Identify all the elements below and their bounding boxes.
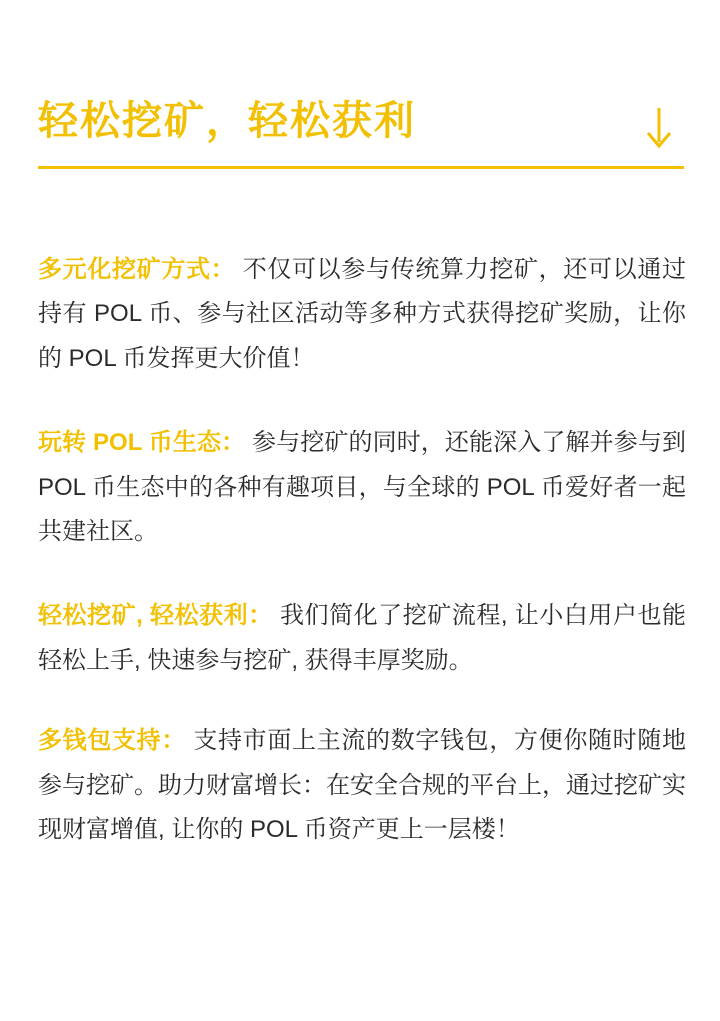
section-lead: 轻松挖矿, 轻松获利： <box>38 602 273 630</box>
paragraph <box>38 421 686 554</box>
section-text: 支持市面上主流的数字钱包，方便你随时随地参与挖矿。助力财富增长：在安全合规的平台上，通过挖矿实现财富增值, 让你的 POL 币资产更上一层楼！ <box>38 727 687 843</box>
section-diversified-mining <box>38 248 686 381</box>
header-row <box>38 92 684 150</box>
section-pol-ecosystem <box>38 421 686 554</box>
section-lead: 多元化挖矿方式： <box>38 256 236 283</box>
section-lead: 多钱包支持： <box>38 727 186 755</box>
page-header <box>38 92 684 169</box>
arrow-down-icon <box>642 106 676 150</box>
section-easy-mining <box>38 594 686 683</box>
section-text: 不仅可以参与传统算力挖矿，还可以通过持有 POL 币、参与社区活动等多种方式获得挖矿奖励，让你的 POL 币发挥更大价值！ <box>38 256 687 372</box>
paragraph <box>38 248 686 381</box>
section-text: 我们简化了挖矿流程, 让小白用户也能轻松上手, 快速参与挖矿, 获得丰厚奖励。 <box>38 602 686 674</box>
content-body <box>38 248 686 888</box>
header-divider <box>38 166 684 169</box>
section-text: 参与挖矿的同时，还能深入了解并参与到 POL 币生态中的各种有趣项目，与全球的 POL 币爱好者一起共建社区。 <box>38 429 686 545</box>
paragraph <box>38 594 686 683</box>
section-multi-wallet <box>38 719 686 852</box>
section-lead: 玩转 POL 币生态： <box>38 429 246 457</box>
page-title: 轻松挖矿，轻松获利 <box>38 99 416 143</box>
paragraph <box>38 719 686 852</box>
